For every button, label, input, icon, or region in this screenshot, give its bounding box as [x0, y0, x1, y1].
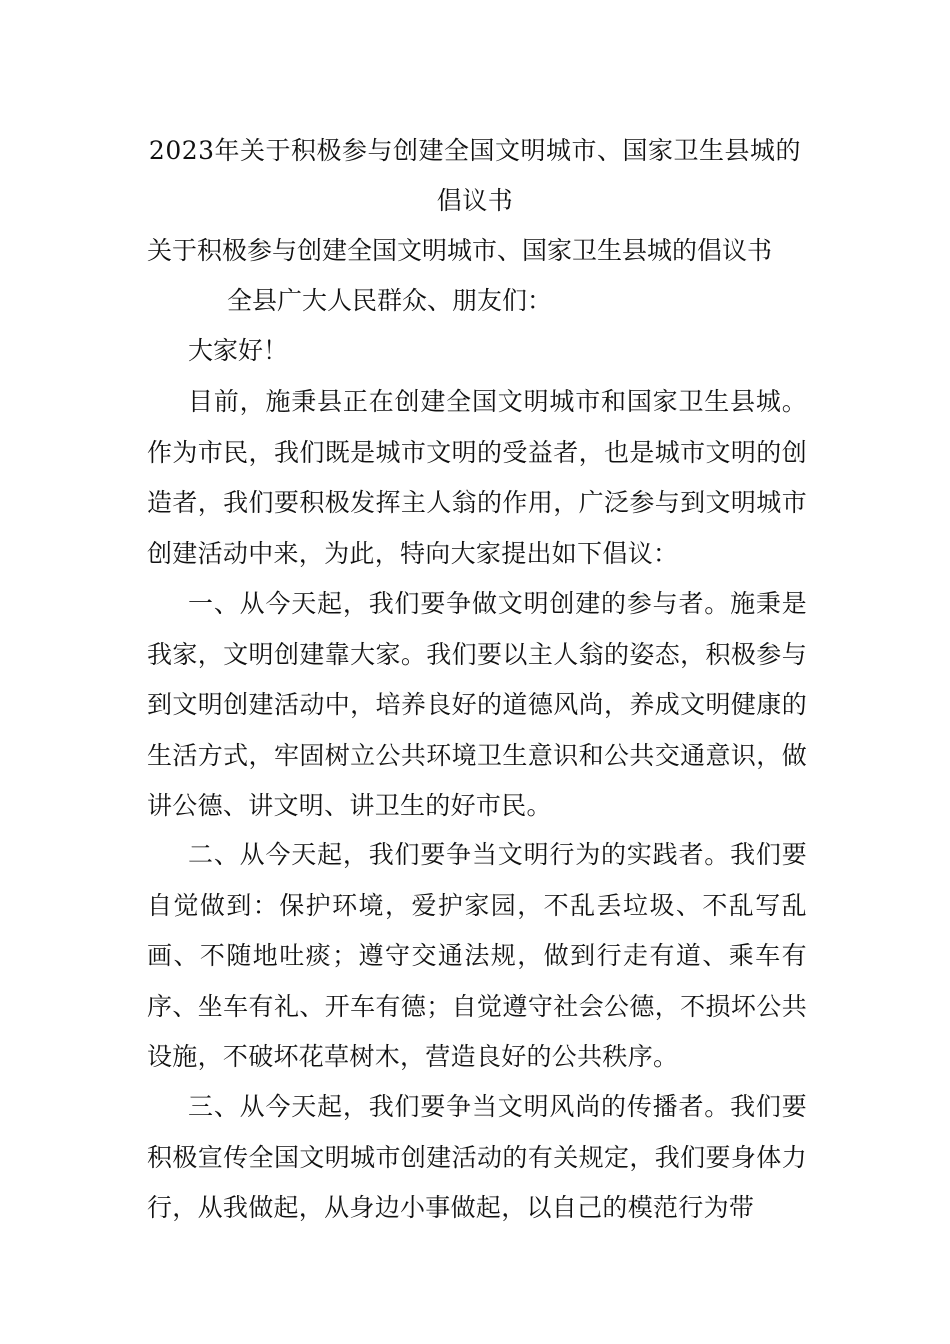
document-title-line-1: 2023年关于积极参与创建全国文明城市、国家卫生县城的	[148, 136, 802, 165]
document-subtitle: 关于积极参与创建全国文明城市、国家卫生县城的倡议书	[147, 236, 773, 265]
greeting: 大家好！	[188, 336, 289, 365]
salutation: 全县广大人民群众、朋友们：	[227, 286, 553, 315]
paragraph-point-3: 三、从今天起，我们要争当文明风尚的传播者。我们要积极宣传全国文明城市创建活动的有关规定，我们要身体力行，从我做起，从身边小事做起，以自己的模范行为带	[147, 1092, 807, 1222]
document-title-line-2: 倡议书	[436, 186, 514, 215]
paragraph-point-1: 一、从今天起，我们要争做文明创建的参与者。施秉是我家，文明创建靠大家。我们要以主人翁的姿态，积极参与到文明创建活动中，培养良好的道德风尚，养成文明健康的生活方式，牢固树立公共环境卫生意识和公共交通意识，做讲公德、讲文明、讲卫生的好市民。	[147, 589, 807, 820]
paragraph-intro: 目前，施秉县正在创建全国文明城市和国家卫生县城。作为市民，我们既是城市文明的受益者，也是城市文明的创造者，我们要积极发挥主人翁的作用，广泛参与到文明城市创建活动中来，为此，特向大家提出如下倡议：	[147, 387, 807, 568]
paragraph-point-2: 二、从今天起，我们要争当文明行为的实践者。我们要自觉做到：保护环境，爱护家园，不乱丢垃圾、不乱写乱画、不随地吐痰；遵守交通法规，做到行走有道、乘车有序、坐车有礼、开车有德；自觉遵守社会公德，不损坏公共设施，不破坏花草树木，营造良好的公共秩序。	[147, 840, 807, 1071]
